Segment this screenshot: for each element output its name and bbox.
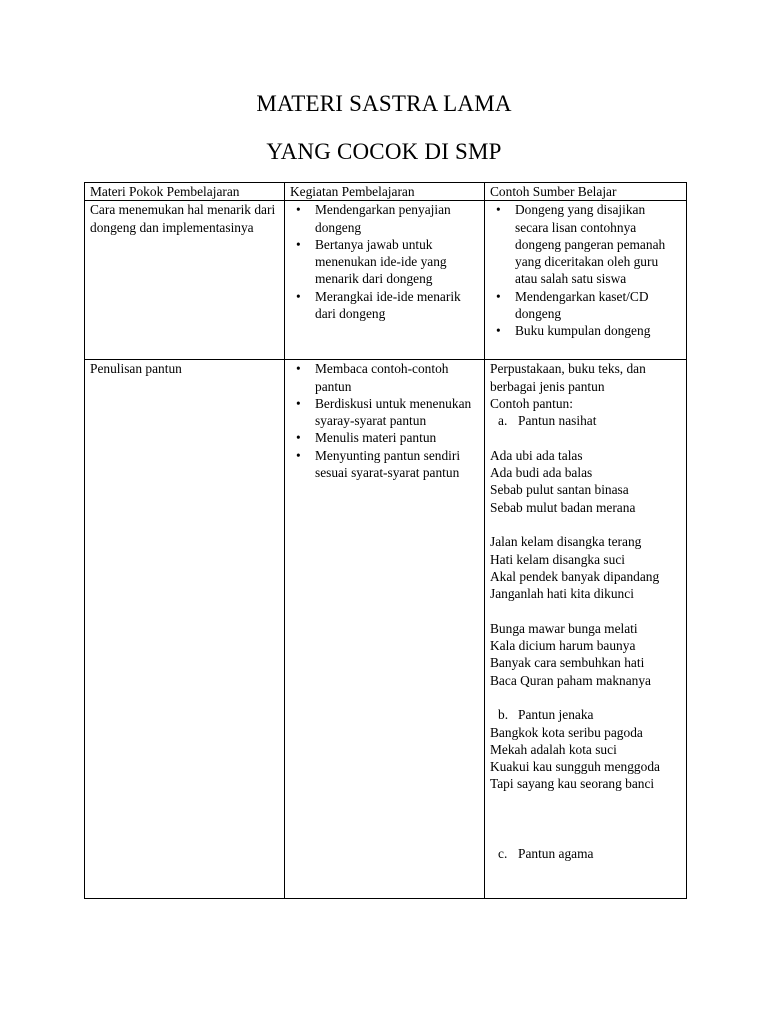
subsection-letter: b. [498, 707, 509, 723]
materi-cell: Cara menemukan hal menarik dari dongeng dan implementasinya [85, 201, 285, 360]
subsection-agama [490, 845, 681, 862]
list-item: • Mendengarkan penyajian dongeng [315, 201, 479, 236]
pantun-line: Sebab mulut badan merana [490, 499, 636, 515]
list-item: • Merangkai ide-ide menarik dari dongeng [315, 288, 479, 323]
pantun-line: Hati kelam disangka suci [490, 551, 625, 567]
materi-cell: Penulisan pantun [85, 360, 285, 899]
pantun-line: Tapi sayang kau seorang banci [490, 776, 655, 792]
list-item: • Berdiskusi untuk menenukan syaray-syarat pantun [315, 395, 479, 430]
subsection-nasihat [490, 412, 681, 429]
pantun-line: Ada ubi ada talas [490, 447, 583, 463]
list-item: • Buku kumpulan dongeng [515, 322, 681, 339]
pantun-line: Mekah adalah kota suci [490, 741, 617, 757]
sumber-cell [485, 360, 687, 899]
list-item: • Menulis materi pantun [315, 429, 479, 446]
list-item: • Menyunting pantun sendiri sesuai syarat-syarat pantun [315, 447, 479, 482]
pantun-line: Akal pendek banyak dipandang [490, 568, 660, 584]
list-item: • Dongeng yang disajikan secara lisan contohnya dongeng pangeran pemanah yang diceritakan oleh guru atau salah satu siswa [515, 201, 681, 287]
table-header-row [85, 183, 687, 201]
document-title-line2: YANG COCOK DI SMP [266, 139, 502, 164]
pantun-line: Ada budi ada balas [490, 465, 593, 481]
document-title-line1: MATERI SASTRA LAMA [256, 91, 512, 116]
pantun-line: Janganlah hati kita dikunci [490, 586, 634, 602]
header-materi: Materi Pokok Pembelajaran [85, 183, 285, 201]
pantun-line: Bunga mawar bunga melati [490, 620, 638, 636]
kegiatan-cell [285, 201, 485, 360]
pantun-line: Sebab pulut santan binasa [490, 482, 629, 498]
pantun-line: Banyak cara sembuhkan hati [490, 655, 645, 671]
list-item: • Membaca contoh-contoh pantun [315, 360, 479, 395]
pantun-line: Baca Quran paham maknanya [490, 672, 651, 688]
table-row [85, 360, 687, 899]
kegiatan-list [290, 360, 479, 481]
header-kegiatan: Kegiatan Pembelajaran [285, 183, 485, 201]
subsection-label: Pantun nasihat [518, 413, 597, 429]
subsection-label: Pantun agama [518, 845, 594, 861]
kegiatan-list [290, 201, 479, 322]
pantun-line: Bangkok kota seribu pagoda [490, 724, 643, 740]
materi-table [84, 182, 687, 899]
list-item: • Bertanya jawab untuk menenukan ide-ide yang menarik dari dongeng [315, 236, 479, 288]
subsection-label: Pantun jenaka [518, 707, 594, 723]
header-sumber: Contoh Sumber Belajar [485, 183, 687, 201]
subsection-letter: a. [498, 413, 508, 429]
list-item: • Mendengarkan kaset/CD dongeng [515, 288, 681, 323]
pantun-line: Kala dicium harum baunya [490, 638, 636, 654]
sumber-intro: Perpustakaan, buku teks, dan berbagai jenis pantun [490, 361, 646, 394]
pantun-line: Kuakui kau sungguh menggoda [490, 759, 660, 775]
sumber-list [490, 201, 681, 339]
sumber-cell [485, 201, 687, 360]
pantun-line: Jalan kelam disangka terang [490, 534, 642, 550]
subsection-jenaka [490, 706, 681, 723]
contoh-label: Contoh pantun: [490, 395, 573, 411]
kegiatan-cell [285, 360, 485, 899]
table-row [85, 201, 687, 360]
subsection-letter: c. [498, 845, 508, 861]
